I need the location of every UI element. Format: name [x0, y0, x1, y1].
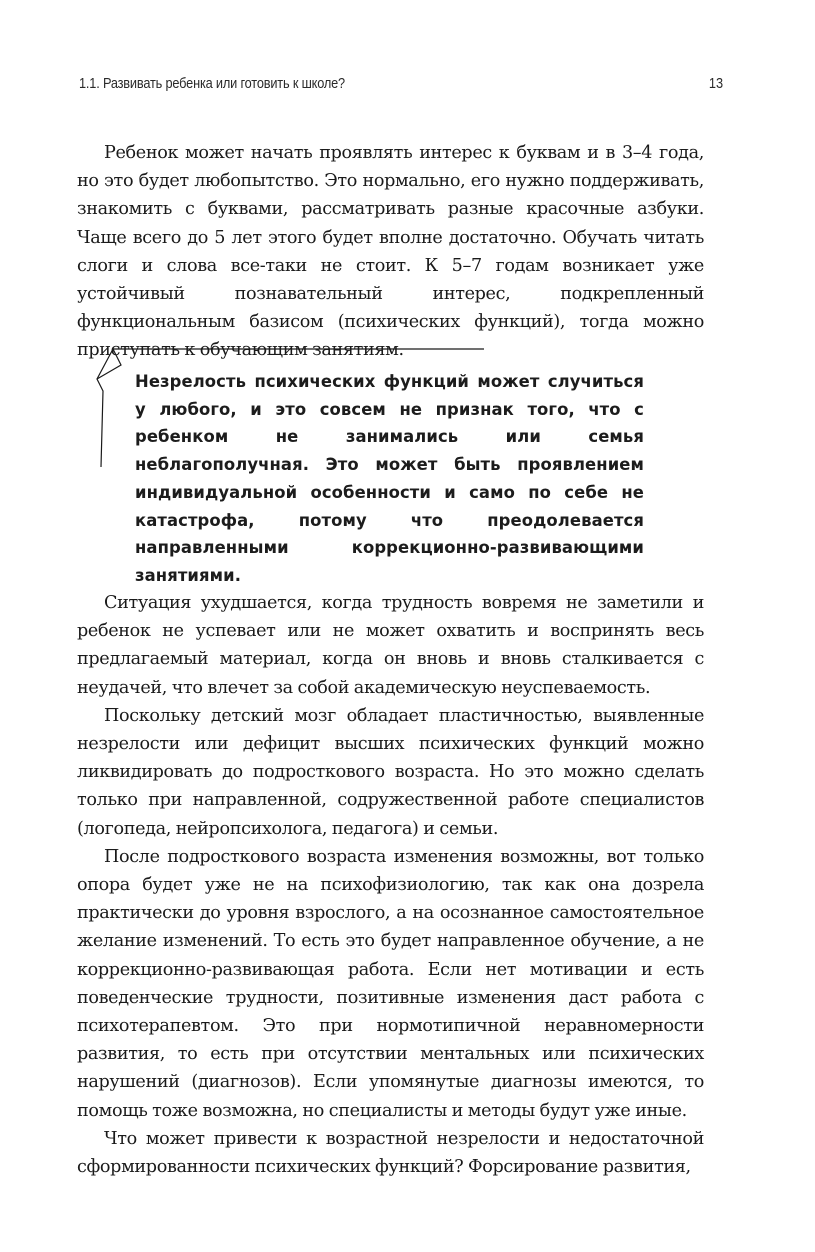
page-number: 13	[708, 76, 723, 92]
paragraph: Что может привести к возрастной незрелости и недостаточной сформированности психических функций? Форсирование развития,	[77, 1128, 704, 1178]
paragraph: Ребенок может начать проявлять интерес к буквам и в 3–4 года, но это будет любопытство. Это нормально, его нужно поддерживать, знакомить с буквами, рассматривать разные красочные азбуки. Чаще всего до 5 лет этого будет вполне достаточно. Обучать читать слоги и слова все-таки не стоит. К 5–7 годам возникает уже устойчивый познавательный интерес, подкрепленный функциональным базисом (психических функций), тогда можно приступать к обучающим занятиям.	[77, 143, 704, 361]
paragraph: После подросткового возраста изменения возможны, вот только опора будет уже не на психофизиологию, так как она дозрела практически до уровня взрослого, а на осознанное самостоятельное желание изменений. То есть это будет направленное обучение, а не коррекционно-развивающая работа. Если нет мотивации и есть поведенческие трудности, позитивные изменения даст работа с психотерапевтом. Это при нормотипичной неравномерности развития, то есть при отсутствии ментальных или психических нарушений (диагнозов). Если упомянутые диагнозы имеются, то помощь тоже возможна, но специалисты и методы будут уже иные.	[77, 846, 704, 1121]
callout-text: Незрелость психических функций может случиться у любого, и это совсем не признак того, что с ребенком не занимались или семья неблагополучная. Это может быть проявлением индивидуальной особенности и само по себе не катастрофа, потому что преодолевается направленными коррекционно-развивающими занятиями.	[135, 372, 644, 585]
running-head: 1.1. Развивать ребенка или готовить к школе?	[79, 76, 345, 92]
callout-box	[93, 343, 653, 585]
body-text-top	[77, 139, 704, 365]
body-text-bottom	[77, 589, 704, 1181]
paragraph: Поскольку детский мозг обладает пластичностью, выявленные незрелости или дефицит высших психических функций можно ликвидировать до подросткового возраста. Но это можно сделать только при направленной, содружественной работе специалистов (логопеда, нейропсихолога, педагога) и семьи.	[77, 705, 704, 839]
paragraph: Ситуация ухудшается, когда трудность вовремя не заметили и ребенок не успевает или не может охватить и воспринять весь предлагаемый материал, когда он вновь и вновь сталкивается с неудачей, что влечет за собой академическую неуспеваемость.	[77, 593, 704, 698]
